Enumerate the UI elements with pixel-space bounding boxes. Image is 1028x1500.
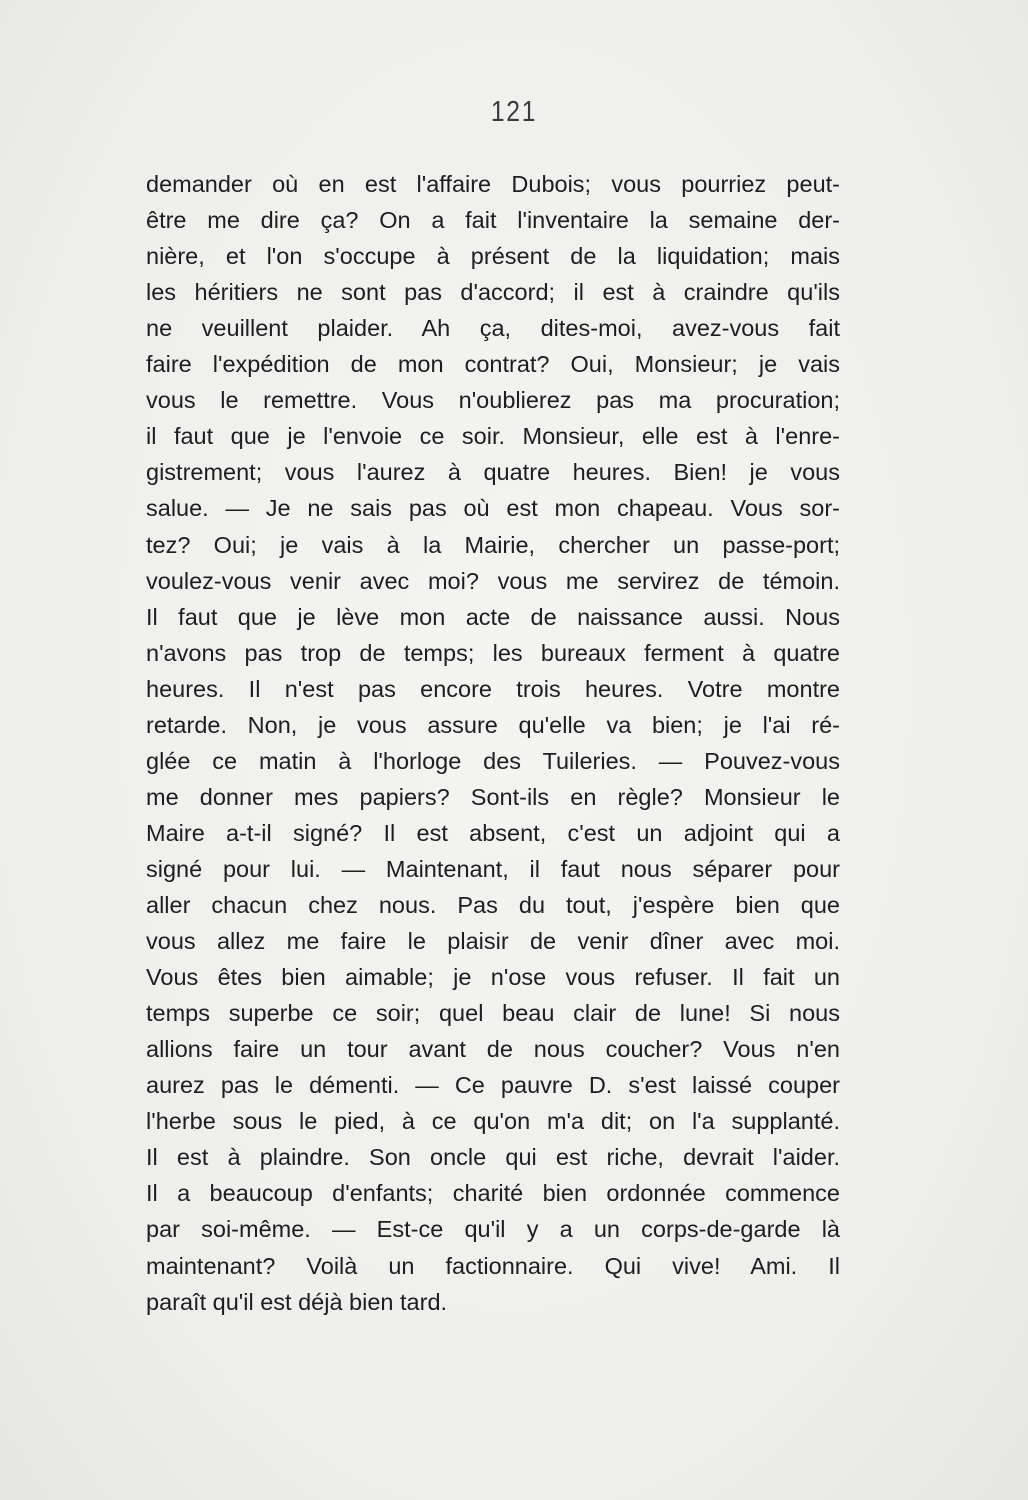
text-line: demander où en est l'affaire Dubois; vous pourriez peut- — [146, 171, 840, 197]
text-line: il faut que je l'envoie ce soir. Monsieur, elle est à l'enre- — [146, 423, 840, 450]
text-line: retarde. Non, je vous assure qu'elle va bien; je l'ai ré- — [146, 711, 840, 738]
text-line: Il est à plaindre. Son oncle qui est riche, devrait l'aider. — [146, 1144, 840, 1171]
text-line: par soi-même. — Est-ce qu'il y a un corps-de-garde là — [146, 1216, 840, 1243]
text-line: aller chacun chez nous. Pas du tout, j'espère bien que — [146, 892, 840, 918]
text-line: me donner mes papiers? Sont-ils en règle? Monsieur le — [146, 783, 840, 810]
text-line: temps superbe ce soir; quel beau clair de lune! Si nous — [146, 1000, 840, 1027]
text-line: nière, et l'on s'occupe à présent de la liquidation; mais — [146, 243, 840, 270]
text-line: Vous êtes bien aimable; je n'ose vous refuser. Il fait un — [146, 964, 840, 991]
text-line: tez? Oui; je vais à la Mairie, chercher un passe-port; — [146, 531, 840, 558]
page-number: 121 — [490, 96, 538, 128]
text-line: paraît qu'il est déjà bien tard. — [146, 1288, 448, 1315]
text-line: faire l'expédition de mon contrat? Oui, Monsieur; je vais — [146, 351, 840, 378]
text-line: n'avons pas trop de temps; les bureaux ferment à quatre — [146, 639, 840, 666]
text-line: les héritiers ne sont pas d'accord; il est à craindre qu'ils — [146, 279, 840, 306]
text-line: salue. — Je ne sais pas où est mon chapeau. Vous sor- — [146, 495, 840, 522]
text-line: vous allez me faire le plaisir de venir dîner avec moi. — [146, 928, 840, 955]
text-line: être me dire ça? On a fait l'inventaire la semaine der- — [146, 207, 840, 234]
text-line: vous le remettre. Vous n'oublierez pas ma procuration; — [146, 387, 840, 414]
text-line: aurez pas le démenti. — Ce pauvre D. s'est laissé couper — [146, 1072, 840, 1099]
text-line: heures. Il n'est pas encore trois heures. Votre montre — [146, 675, 840, 702]
text-line: voulez-vous venir avec moi? vous me servirez de témoin. — [146, 567, 840, 594]
text-line: allions faire un tour avant de nous coucher? Vous n'en — [146, 1036, 840, 1063]
text-line: l'herbe sous le pied, à ce qu'on m'a dit; on l'a supplanté. — [146, 1108, 840, 1135]
text-line: signé pour lui. — Maintenant, il faut nous séparer pour — [146, 855, 840, 882]
text-line: glée ce matin à l'horloge des Tuileries. — Pouvez-vous — [146, 747, 840, 774]
text-line: gistrement; vous l'aurez à quatre heures. Bien! je vous — [146, 459, 840, 486]
text-line: maintenant? Voilà un factionnaire. Qui vive! Ami. Il — [146, 1252, 840, 1279]
text-line: Il a beaucoup d'enfants; charité bien ordonnée commence — [146, 1180, 840, 1207]
text-line: Maire a-t-il signé? Il est absent, c'est un adjoint qui a — [146, 819, 840, 846]
text-line: Il faut que je lève mon acte de naissance aussi. Nous — [146, 603, 840, 630]
text-line: ne veuillent plaider. Ah ça, dites-moi, avez-vous fait — [146, 315, 840, 342]
